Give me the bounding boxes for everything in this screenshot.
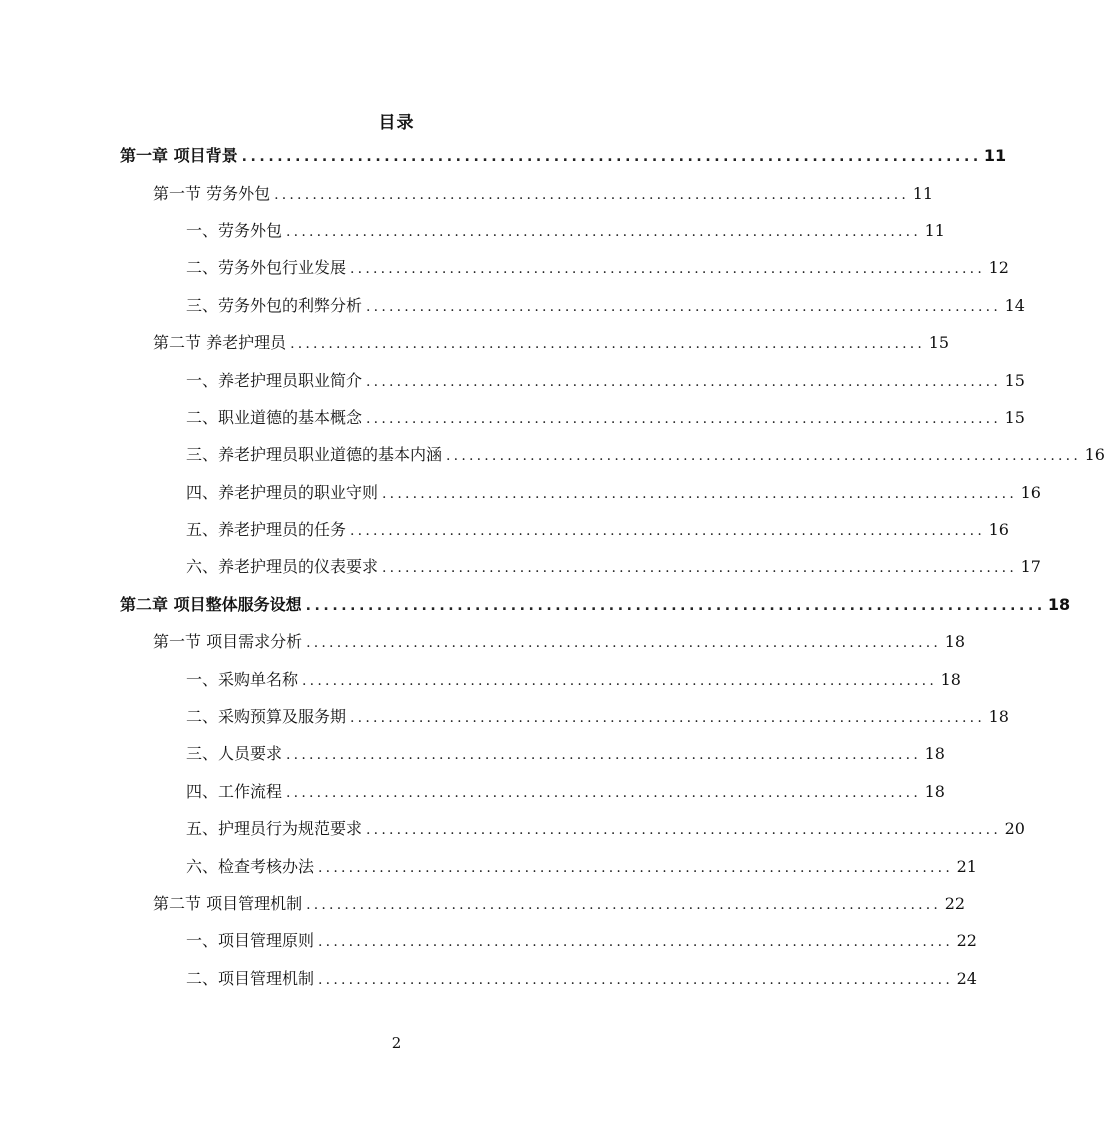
toc-entry-line bbox=[186, 931, 977, 952]
toc-entry-line bbox=[153, 632, 966, 653]
toc-entry-page: 11 bbox=[912, 183, 934, 203]
toc-entry[interactable] bbox=[0, 736, 945, 773]
toc-entry-line bbox=[186, 445, 1105, 466]
toc-dot-leader: ................................................................................... bbox=[241, 149, 982, 166]
toc-entry-title: 第一节 项目需求分析 bbox=[153, 632, 303, 652]
toc-entry-page: 20 bbox=[1004, 819, 1025, 839]
toc-entry[interactable] bbox=[0, 250, 1009, 287]
toc-entry[interactable] bbox=[0, 175, 934, 212]
toc-entry-title: 第二节 养老护理员 bbox=[153, 333, 287, 353]
toc-dot-leader: ................................................................................... bbox=[350, 261, 985, 278]
toc-entry-line bbox=[186, 968, 977, 990]
page-number: 2 bbox=[391, 1034, 402, 1052]
toc-entry-title: 第二章 项目整体服务设想 bbox=[120, 594, 302, 614]
toc-dot-leader: ................................................................................... bbox=[382, 560, 1017, 577]
toc-entry-title: 四、养老护理员的职业守则 bbox=[186, 482, 379, 502]
toc-entry-line bbox=[186, 370, 1025, 392]
toc-entry-page: 22 bbox=[944, 894, 966, 913]
toc-entry-page: 12 bbox=[988, 258, 1009, 278]
toc-entry-line bbox=[186, 669, 961, 691]
toc-dot-leader: ................................................................................... bbox=[366, 373, 1001, 390]
toc-dot-leader: ................................................................................... bbox=[305, 597, 1046, 614]
toc-entry-page: 22 bbox=[956, 931, 977, 951]
toc-entry[interactable] bbox=[0, 362, 1025, 399]
toc-dot-leader: ................................................................................... bbox=[318, 934, 953, 951]
toc-entry-page: 11 bbox=[924, 220, 945, 240]
toc-entry-line bbox=[186, 856, 977, 878]
toc-entry-page: 18 bbox=[944, 632, 966, 652]
toc-entry[interactable] bbox=[0, 475, 1041, 512]
toc-dot-leader: ................................................................................... bbox=[366, 298, 1001, 315]
toc-entry[interactable] bbox=[0, 811, 1025, 848]
toc-entry-line bbox=[153, 333, 950, 354]
toc-entry-line bbox=[186, 819, 1025, 840]
toc-entry-page: 15 bbox=[1004, 370, 1025, 390]
toc-dot-leader: ................................................................................... bbox=[318, 859, 953, 876]
toc-entry-line bbox=[120, 594, 1071, 616]
toc-entry-title: 二、职业道德的基本概念 bbox=[186, 407, 363, 427]
toc-entry-page: 15 bbox=[1004, 407, 1025, 427]
toc-dot-leader: ................................................................................... bbox=[274, 186, 910, 203]
toc-entry-page: 18 bbox=[988, 707, 1009, 727]
toc-entry-title: 一、养老护理员职业简介 bbox=[186, 370, 363, 390]
toc-entry-title: 第二节 项目管理机制 bbox=[153, 894, 303, 913]
toc-entry-line bbox=[186, 707, 1009, 728]
toc-entry-title: 二、项目管理机制 bbox=[186, 968, 315, 988]
toc-entry-title: 五、养老护理员的任务 bbox=[186, 520, 347, 540]
toc-entry-page: 18 bbox=[924, 744, 945, 764]
toc-entry-page: 16 bbox=[1020, 482, 1041, 502]
toc-entry-title: 六、养老护理员的仪表要求 bbox=[186, 557, 379, 577]
toc-entry-line bbox=[186, 744, 945, 765]
toc-dot-leader: ................................................................................... bbox=[366, 822, 1001, 839]
toc-entry-page: 18 bbox=[1047, 594, 1071, 614]
toc-entry[interactable] bbox=[0, 437, 1105, 474]
toc-entry-title: 一、项目管理原则 bbox=[186, 931, 315, 951]
toc-entry[interactable] bbox=[0, 848, 977, 885]
toc-entry[interactable] bbox=[0, 288, 1025, 325]
toc-dot-leader: ................................................................................... bbox=[306, 897, 942, 913]
toc-dot-leader: ................................................................................... bbox=[290, 336, 926, 353]
toc-entry-line bbox=[153, 894, 966, 915]
toc-entry-title: 一、劳务外包 bbox=[186, 220, 283, 240]
toc-entry[interactable] bbox=[0, 699, 1009, 736]
toc-dot-leader: ................................................................................... bbox=[302, 672, 937, 689]
toc-dot-leader: ................................................................................... bbox=[366, 410, 1001, 427]
toc-dot-leader: ................................................................................... bbox=[286, 747, 921, 764]
toc-entry-title: 三、人员要求 bbox=[186, 744, 283, 764]
toc-entry-page: 16 bbox=[1084, 445, 1105, 465]
toc-entry[interactable] bbox=[0, 400, 1025, 437]
toc-entry-title: 第一章 项目背景 bbox=[120, 146, 238, 166]
toc-dot-leader: ................................................................................... bbox=[306, 635, 942, 652]
toc-entry-title: 五、护理员行为规范要求 bbox=[186, 819, 363, 839]
toc-entry-title: 一、采购单名称 bbox=[186, 669, 299, 689]
toc-entry[interactable] bbox=[0, 512, 1009, 549]
toc-entry[interactable] bbox=[0, 661, 961, 698]
toc-entry[interactable] bbox=[0, 325, 950, 362]
toc-entry-title: 三、劳务外包的利弊分析 bbox=[186, 295, 363, 315]
toc-entry-page: 16 bbox=[988, 520, 1009, 540]
toc-entry-line bbox=[186, 258, 1009, 279]
toc-list bbox=[0, 138, 1105, 998]
toc-entry[interactable] bbox=[0, 587, 1071, 624]
toc-dot-leader: ................................................................................... bbox=[286, 223, 921, 240]
toc-dot-leader: ................................................................................... bbox=[382, 485, 1017, 502]
toc-dot-leader: ................................................................................... bbox=[350, 710, 985, 727]
toc-entry-page: 15 bbox=[928, 333, 950, 353]
toc-entry[interactable] bbox=[0, 961, 977, 998]
toc-entry-page: 18 bbox=[924, 781, 945, 801]
toc-entry-line bbox=[186, 220, 945, 242]
toc-entry-line bbox=[186, 407, 1025, 429]
toc-entry-title: 三、养老护理员职业道德的基本内涵 bbox=[186, 445, 443, 465]
toc-entry-line bbox=[186, 557, 1041, 578]
toc-entry-page: 17 bbox=[1020, 557, 1041, 577]
toc-entry-page: 14 bbox=[1004, 295, 1025, 315]
toc-entry-line bbox=[153, 183, 934, 205]
toc-entry-page: 11 bbox=[983, 146, 1007, 166]
toc-entry-line bbox=[186, 781, 945, 803]
toc-entry-page: 18 bbox=[940, 669, 961, 689]
toc-entry[interactable] bbox=[0, 886, 966, 923]
toc-title: 目录 bbox=[378, 113, 415, 133]
toc-entry-line bbox=[120, 146, 1007, 167]
toc-entry-title: 二、采购预算及服务期 bbox=[186, 707, 347, 727]
toc-entry-title: 二、劳务外包行业发展 bbox=[186, 258, 347, 278]
toc-entry[interactable] bbox=[0, 923, 977, 960]
toc-entry[interactable] bbox=[0, 624, 966, 661]
toc-dot-leader: ................................................................................... bbox=[350, 523, 985, 540]
toc-entry-page: 21 bbox=[956, 856, 977, 876]
toc-entry-line bbox=[186, 482, 1041, 504]
toc-entry-title: 六、检查考核办法 bbox=[186, 856, 315, 876]
toc-dot-leader: ................................................................................... bbox=[318, 971, 953, 988]
toc-entry-page: 24 bbox=[956, 968, 977, 988]
toc-entry-title: 四、工作流程 bbox=[186, 781, 283, 801]
toc-entry-line bbox=[186, 295, 1025, 317]
toc-entry-line bbox=[186, 520, 1009, 541]
toc-dot-leader: ................................................................................... bbox=[446, 448, 1081, 465]
toc-entry-title: 第一节 劳务外包 bbox=[153, 183, 271, 203]
toc-entry[interactable] bbox=[0, 138, 1007, 175]
toc-entry[interactable] bbox=[0, 774, 945, 811]
toc-entry[interactable] bbox=[0, 549, 1041, 586]
toc-dot-leader: ................................................................................... bbox=[286, 784, 921, 801]
toc-entry[interactable] bbox=[0, 213, 945, 250]
